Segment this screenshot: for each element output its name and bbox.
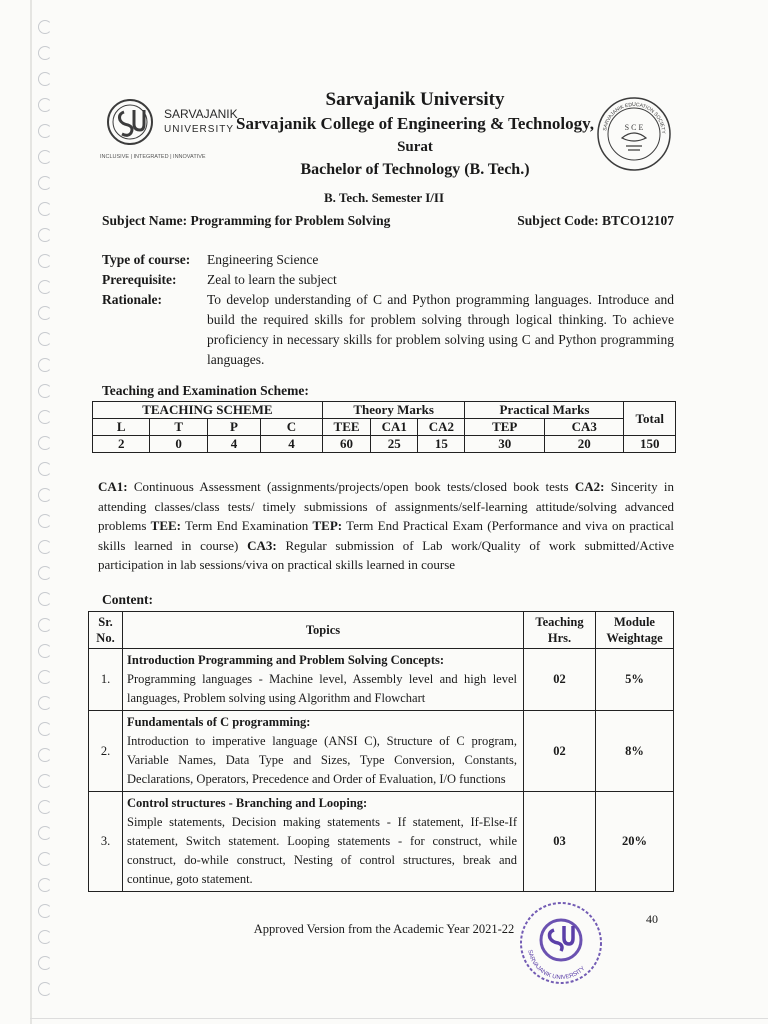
col-header: L [93, 419, 150, 436]
header-weightage: Module Weightage [596, 612, 674, 649]
content-title: Content: [102, 592, 153, 607]
cell-value: 25 [371, 436, 418, 453]
binder-hole [38, 176, 52, 190]
row-weightage: 5% [596, 649, 674, 711]
binder-hole [38, 644, 52, 658]
meta-value: Zeal to learn the subject [207, 272, 337, 287]
meta-rationale [102, 290, 674, 370]
cell-value: 4 [261, 436, 323, 453]
row-sr: 3. [89, 792, 123, 892]
meta-key: Rationale: [102, 292, 162, 307]
col-header: CA1 [371, 419, 418, 436]
header-hrs: Teaching Hrs. [524, 612, 596, 649]
seal-arc-text: SARVAJANIK EDUCATION SOCIETY [602, 101, 667, 135]
col-header: P [207, 419, 260, 436]
col-header: T [150, 419, 207, 436]
binder-hole [38, 306, 52, 320]
binder-hole [38, 254, 52, 268]
binder-hole [38, 72, 52, 86]
col-header: C [261, 419, 323, 436]
meta-value: To develop understanding of C and Python programming languages. Introduce and build the required skills for problem solving through logical thinking. To achieve proficiency in necessary skills for problem solving using C and Python programming languages. [207, 292, 674, 367]
binder-hole [38, 358, 52, 372]
approved-footer: Approved Version from the Academic Year 2021-22 [253, 922, 515, 936]
col-header: TEE [322, 419, 370, 436]
meta-prerequisite [102, 270, 674, 290]
scheme-table [92, 401, 676, 453]
header-sr: Sr. No. [89, 612, 123, 649]
binder-hole [38, 540, 52, 554]
binder-hole [38, 904, 52, 918]
cell-value: 4 [207, 436, 260, 453]
cell-value: 0 [150, 436, 207, 453]
scheme-value-row [93, 436, 676, 453]
row-hrs: 02 [524, 711, 596, 792]
row-hrs: 02 [524, 649, 596, 711]
subject-code: Subject Code: BTCO12107 [517, 213, 674, 228]
topic-heading: Control structures - Branching and Looping: [127, 796, 368, 810]
binder-hole [38, 774, 52, 788]
tee-key: TEE: [150, 518, 182, 533]
cell-value: 30 [465, 436, 545, 453]
binder-hole [38, 124, 52, 138]
binder-hole [38, 696, 52, 710]
group-practical: Practical Marks [465, 402, 624, 419]
binder-hole [38, 150, 52, 164]
row-sr: 2. [89, 711, 123, 792]
title-block [230, 88, 600, 182]
binder-hole [38, 98, 52, 112]
degree-title: Bachelor of Technology (B. Tech.) [300, 161, 530, 178]
binder-hole [38, 228, 52, 242]
row-weightage: 20% [596, 792, 674, 892]
col-header: CA3 [544, 419, 623, 436]
binder-hole [38, 878, 52, 892]
content-header-row [89, 612, 674, 649]
binder-hole [38, 488, 52, 502]
group-teaching: TEACHING SCHEME [93, 402, 323, 419]
logo-name: SARVAJANIK [164, 107, 238, 121]
tep-key: TEP: [312, 518, 343, 533]
cell-value: 2 [93, 436, 150, 453]
row-hrs: 03 [524, 792, 596, 892]
row-sr: 1. [89, 649, 123, 711]
tee-text: Term End Examination [181, 518, 313, 533]
binder-hole [38, 462, 52, 476]
binder-hole [38, 46, 52, 60]
topic-heading: Introduction Programming and Problem Solving Concepts: [127, 653, 445, 667]
university-stamp [516, 898, 606, 988]
binder-hole [38, 618, 52, 632]
ca1-text: Continuous Assessment (assignments/projects/open book tests/closed book tests [127, 479, 575, 494]
ca2-text: Sincerity in attending classes/class tests/ timely submissions of assignments/self-learning attitude/solving advanced problems [98, 479, 675, 533]
row-topic [123, 649, 524, 711]
row-topic [123, 711, 524, 792]
stamp-text: SARVAJANIK UNIVERSITY [526, 949, 587, 982]
cell-total: 150 [624, 436, 676, 453]
logo-sub: UNIVERSITY [164, 124, 235, 135]
group-theory: Theory Marks [322, 402, 465, 419]
binder-hole [38, 852, 52, 866]
binder-hole [38, 384, 52, 398]
topic-text: Introduction to imperative language (ANSI C), Structure of C program, Variable Names, Data Type and Sizes, Type Conversion, Constants, Declarations, Operators, Precedence and Order of Evaluation, I/O functions [127, 734, 517, 786]
tep-text: Term End Practical Exam (Performance and viva on practical skills learned in course) [98, 518, 674, 553]
subject-name: Subject Name: Programming for Problem Solving [102, 213, 391, 228]
subject-row [102, 213, 674, 229]
col-header: TEP [465, 419, 545, 436]
scheme-title: Teaching and Examination Scheme: [102, 383, 309, 398]
cell-value: 60 [322, 436, 370, 453]
row-weightage: 8% [596, 711, 674, 792]
binder-hole [38, 826, 52, 840]
ca2-key: CA2: [574, 479, 605, 494]
table-row [89, 711, 674, 792]
binder-hole [38, 410, 52, 424]
semester-label: B. Tech. Semester I/II [323, 190, 444, 205]
binder-hole [38, 800, 52, 814]
table-row [89, 792, 674, 892]
binder-hole [38, 566, 52, 580]
topic-text: Programming languages - Machine level, Assembly level and high level languages, Problem solving using Algorithm and Flowchart [127, 672, 517, 705]
ca3-key: CA3: [247, 537, 277, 553]
cell-value: 20 [544, 436, 623, 453]
binder-hole [38, 722, 52, 736]
logo-tagline: INCLUSIVE | INTEGRATED | INNOVATIVE [100, 154, 206, 160]
binder-hole [38, 436, 52, 450]
binder-hole [38, 20, 52, 34]
binder-hole [38, 670, 52, 684]
course-meta [102, 250, 674, 370]
binder-holes [38, 20, 56, 1010]
assessment-description [98, 477, 674, 575]
page-number: 40 [646, 912, 658, 926]
binder-hole [38, 748, 52, 762]
university-title: Sarvajanik University [325, 89, 505, 110]
scheme-col-row [93, 419, 676, 436]
college-seal [596, 96, 672, 172]
topic-heading: Fundamentals of C programming: [127, 715, 311, 729]
binder-hole [38, 592, 52, 606]
seal-letters: S C E [624, 123, 644, 132]
meta-value: Engineering Science [207, 252, 319, 267]
header-topics: Topics [123, 612, 524, 649]
binder-hole [38, 982, 52, 996]
college-title: Sarvajanik College of Engineering & Technology, [236, 114, 594, 133]
table-row [89, 649, 674, 711]
scheme-group-row [93, 402, 676, 419]
binder-hole [38, 514, 52, 528]
content-table [88, 611, 674, 892]
university-logo [100, 92, 250, 164]
city: Surat [397, 139, 433, 155]
meta-key: Prerequisite: [102, 272, 177, 287]
meta-key: Type of course: [102, 252, 191, 267]
binder-hole [38, 956, 52, 970]
page-edge [30, 0, 32, 1024]
meta-type [102, 250, 674, 270]
page-bottom-edge [30, 1018, 768, 1019]
col-header: CA2 [418, 419, 465, 436]
svg-text:SARVAJANIK UNIVERSITY [526, 949, 586, 981]
ca3-text: Regular submission of Lab work/Quality of work submitted/Active participation in lab sessions/viva on practical skills learned in course [98, 537, 674, 572]
row-topic [123, 792, 524, 892]
group-total: Total [624, 402, 676, 436]
binder-hole [38, 332, 52, 346]
binder-hole [38, 280, 52, 294]
cell-value: 15 [418, 436, 465, 453]
topic-text: Simple statements, Decision making statements - If statement, If-Else-If statement, Switch statement. Looping statements - for construct, while construct, do-while construct, Nesting of control structures, break and continue, goto statement. [127, 815, 517, 886]
ca1-key: CA1: [98, 479, 128, 494]
